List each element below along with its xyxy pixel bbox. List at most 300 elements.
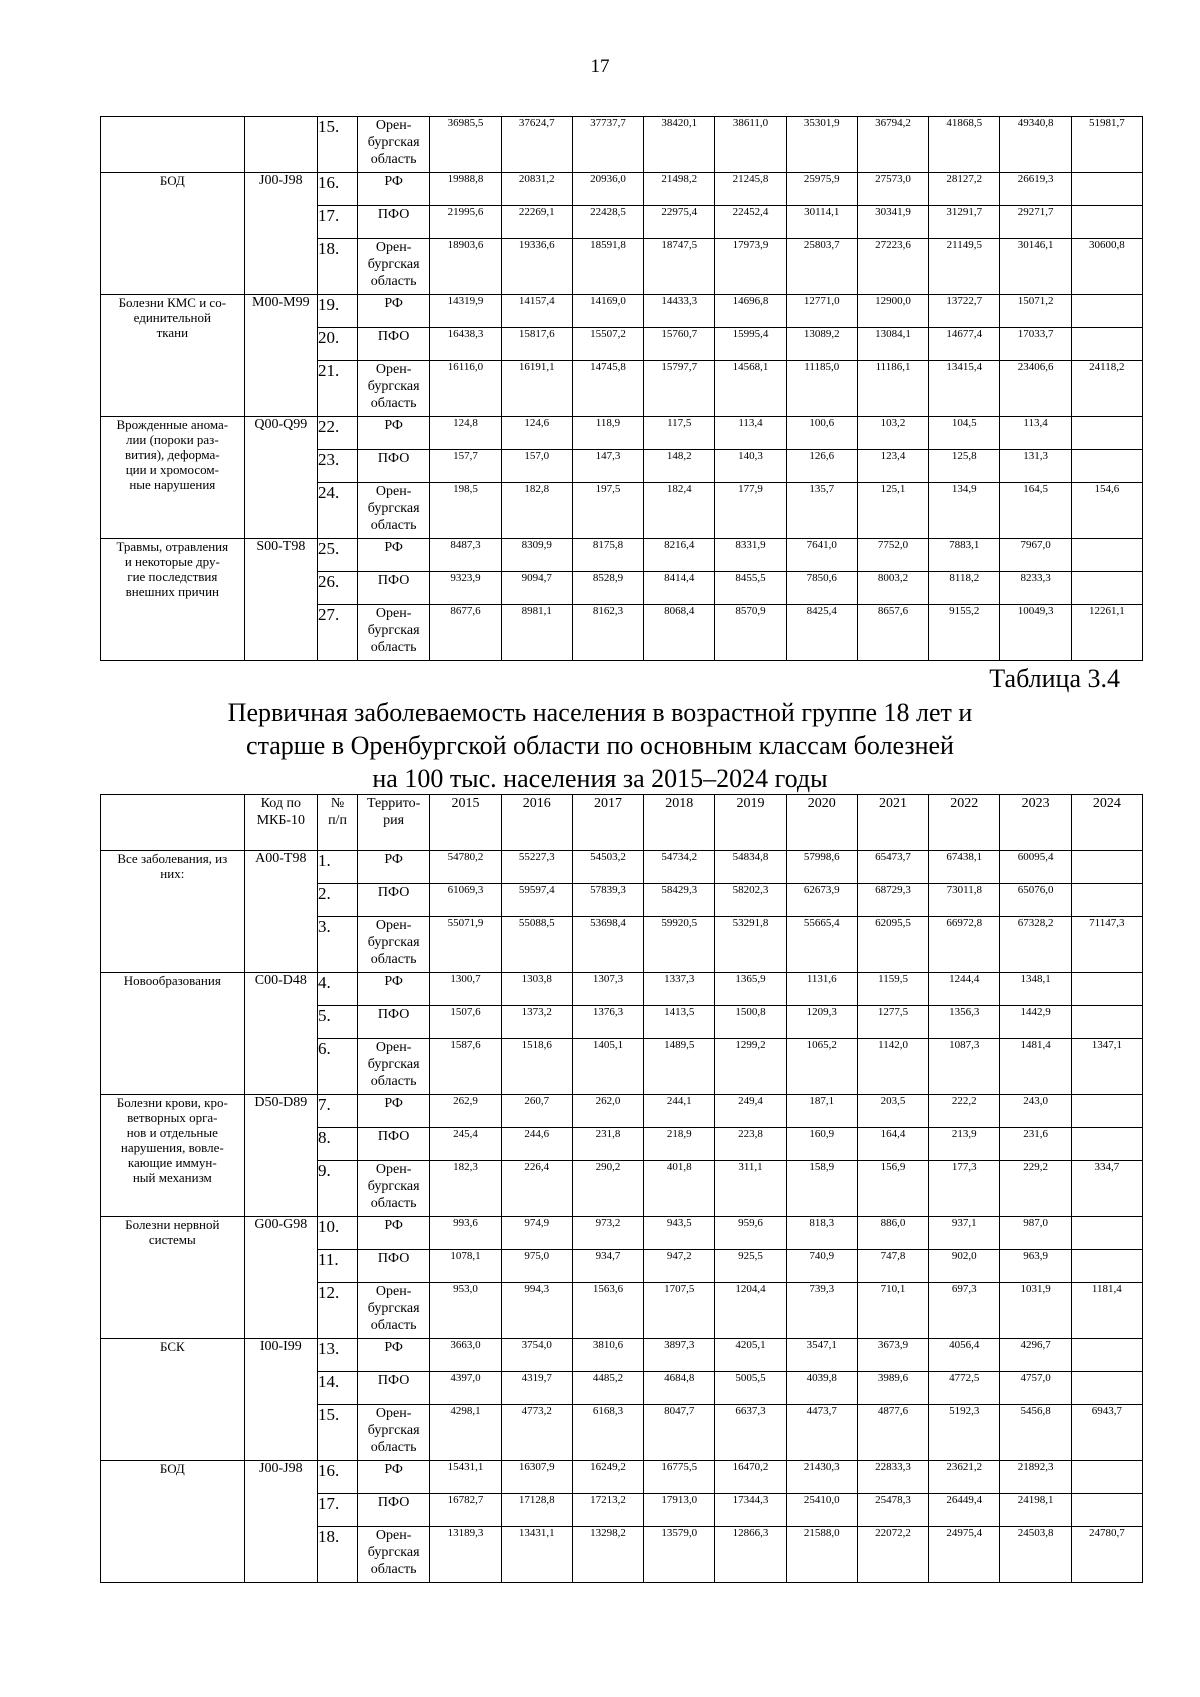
- value-cell: [1071, 1494, 1142, 1527]
- value-cell: 886,0: [857, 1217, 928, 1250]
- value-cell: 100,6: [786, 417, 857, 450]
- disease-cell: [101, 117, 245, 173]
- row-number-cell: 17.: [318, 206, 358, 239]
- value-cell: 16782,7: [430, 1494, 501, 1527]
- row-number-cell: 26.: [318, 572, 358, 605]
- table-row: [101, 173, 1143, 206]
- value-cell: 1518,6: [501, 1039, 572, 1095]
- header-year-cell: 2024: [1071, 795, 1142, 851]
- value-cell: [1071, 417, 1142, 450]
- value-cell: 243,0: [1000, 1095, 1071, 1128]
- value-cell: 23621,2: [929, 1461, 1000, 1494]
- value-cell: 311,1: [715, 1161, 786, 1217]
- row-number-cell: 12.: [318, 1283, 358, 1339]
- value-cell: [1071, 1217, 1142, 1250]
- value-cell: 66972,8: [929, 917, 1000, 973]
- disease-cell: БОД: [101, 1461, 245, 1583]
- value-cell: 1159,5: [857, 973, 928, 1006]
- value-cell: 13298,2: [572, 1527, 643, 1583]
- row-number-cell: 27.: [318, 605, 358, 661]
- value-cell: 68729,3: [857, 884, 928, 917]
- disease-cell: Травмы, отравления и некоторые дру- гие последствия внешних причин: [101, 539, 245, 661]
- value-cell: 124,6: [501, 417, 572, 450]
- value-cell: 29271,7: [1000, 206, 1071, 239]
- row-number-cell: 16.: [318, 173, 358, 206]
- value-cell: 4473,7: [786, 1405, 857, 1461]
- value-cell: 21430,3: [786, 1461, 857, 1494]
- value-cell: 22428,5: [572, 206, 643, 239]
- value-cell: 13189,3: [430, 1527, 501, 1583]
- table-row: [101, 417, 1143, 450]
- value-cell: 1142,0: [857, 1039, 928, 1095]
- value-cell: 3663,0: [430, 1339, 501, 1372]
- value-cell: 18903,6: [430, 239, 501, 295]
- table-row: [101, 1095, 1143, 1128]
- value-cell: 22833,3: [857, 1461, 928, 1494]
- value-cell: 1078,1: [430, 1250, 501, 1283]
- territory-cell: РФ: [357, 1217, 429, 1250]
- row-number-cell: 20.: [318, 328, 358, 361]
- territory-cell: ПФО: [357, 206, 429, 239]
- value-cell: 15071,2: [1000, 295, 1071, 328]
- value-cell: 1376,3: [572, 1006, 643, 1039]
- territory-cell: ПФО: [357, 450, 429, 483]
- value-cell: 244,1: [644, 1095, 715, 1128]
- value-cell: 4056,4: [929, 1339, 1000, 1372]
- value-cell: 177,3: [929, 1161, 1000, 1217]
- value-cell: 943,5: [644, 1217, 715, 1250]
- value-cell: 22072,2: [857, 1527, 928, 1583]
- header-year-cell: 2021: [857, 795, 928, 851]
- value-cell: [1071, 1339, 1142, 1372]
- row-number-cell: 21.: [318, 361, 358, 417]
- territory-cell: ПФО: [357, 884, 429, 917]
- value-cell: 123,4: [857, 450, 928, 483]
- value-cell: 53698,4: [572, 917, 643, 973]
- value-cell: 14433,3: [644, 295, 715, 328]
- table-row: [101, 1217, 1143, 1250]
- row-number-cell: 16.: [318, 1461, 358, 1494]
- value-cell: 3989,6: [857, 1372, 928, 1405]
- value-cell: 8570,9: [715, 605, 786, 661]
- value-cell: 54503,2: [572, 851, 643, 884]
- value-cell: 8175,8: [572, 539, 643, 572]
- value-cell: 27223,6: [857, 239, 928, 295]
- value-cell: 739,3: [786, 1283, 857, 1339]
- value-cell: 16249,2: [572, 1461, 643, 1494]
- value-cell: [1071, 851, 1142, 884]
- row-number-cell: 24.: [318, 483, 358, 539]
- value-cell: 24780,7: [1071, 1527, 1142, 1583]
- value-cell: 1300,7: [430, 973, 501, 1006]
- value-cell: 118,9: [572, 417, 643, 450]
- row-number-cell: 11.: [318, 1250, 358, 1283]
- territory-cell: РФ: [357, 851, 429, 884]
- header-code-cell: Код по МКБ-10: [244, 795, 317, 851]
- value-cell: 13431,1: [501, 1527, 572, 1583]
- value-cell: 8331,9: [715, 539, 786, 572]
- value-cell: 160,9: [786, 1128, 857, 1161]
- value-cell: 17033,7: [1000, 328, 1071, 361]
- value-cell: 125,8: [929, 450, 1000, 483]
- row-number-cell: 6.: [318, 1039, 358, 1095]
- value-cell: 26449,4: [929, 1494, 1000, 1527]
- value-cell: 1181,4: [1071, 1283, 1142, 1339]
- value-cell: 164,4: [857, 1128, 928, 1161]
- value-cell: [1071, 1095, 1142, 1128]
- value-cell: [1071, 1128, 1142, 1161]
- value-cell: 23406,6: [1000, 361, 1071, 417]
- value-cell: 11186,1: [857, 361, 928, 417]
- value-cell: 36794,2: [857, 117, 928, 173]
- table-row: [101, 973, 1143, 1006]
- value-cell: 73011,8: [929, 884, 1000, 917]
- value-cell: 14169,0: [572, 295, 643, 328]
- value-cell: 21588,0: [786, 1527, 857, 1583]
- value-cell: 244,6: [501, 1128, 572, 1161]
- value-cell: 1337,3: [644, 973, 715, 1006]
- value-cell: 934,7: [572, 1250, 643, 1283]
- value-cell: 15995,4: [715, 328, 786, 361]
- value-cell: 55071,9: [430, 917, 501, 973]
- disease-cell: Все заболевания, из них:: [101, 851, 245, 973]
- territory-cell: ПФО: [357, 1006, 429, 1039]
- value-cell: 7850,6: [786, 572, 857, 605]
- value-cell: 17344,3: [715, 1494, 786, 1527]
- row-number-cell: 4.: [318, 973, 358, 1006]
- value-cell: [1071, 572, 1142, 605]
- value-cell: 8657,6: [857, 605, 928, 661]
- value-cell: 818,3: [786, 1217, 857, 1250]
- value-cell: 24198,1: [1000, 1494, 1071, 1527]
- icd-code-cell: J00-J98: [244, 1461, 317, 1583]
- value-cell: 7967,0: [1000, 539, 1071, 572]
- value-cell: 59597,4: [501, 884, 572, 917]
- value-cell: 4877,6: [857, 1405, 928, 1461]
- value-cell: 7641,0: [786, 539, 857, 572]
- value-cell: 3810,6: [572, 1339, 643, 1372]
- row-number-cell: 18.: [318, 1527, 358, 1583]
- value-cell: 1365,9: [715, 973, 786, 1006]
- value-cell: 1500,8: [715, 1006, 786, 1039]
- header-year-cell: 2019: [715, 795, 786, 851]
- territory-cell: ПФО: [357, 572, 429, 605]
- value-cell: 1303,8: [501, 973, 572, 1006]
- header-year-cell: 2016: [501, 795, 572, 851]
- value-cell: 4039,8: [786, 1372, 857, 1405]
- value-cell: 31291,7: [929, 206, 1000, 239]
- value-cell: 334,7: [1071, 1161, 1142, 1217]
- row-number-cell: 10.: [318, 1217, 358, 1250]
- incidence-table-continued: [100, 116, 1143, 661]
- value-cell: 17973,9: [715, 239, 786, 295]
- value-cell: 49340,8: [1000, 117, 1071, 173]
- value-cell: 974,9: [501, 1217, 572, 1250]
- value-cell: 53291,8: [715, 917, 786, 973]
- value-cell: 147,3: [572, 450, 643, 483]
- value-cell: 26619,3: [1000, 173, 1071, 206]
- value-cell: 8216,4: [644, 539, 715, 572]
- territory-cell: Орен- бургская область: [357, 1039, 429, 1095]
- value-cell: 1587,6: [430, 1039, 501, 1095]
- value-cell: 57839,3: [572, 884, 643, 917]
- territory-cell: ПФО: [357, 1494, 429, 1527]
- value-cell: 51981,7: [1071, 117, 1142, 173]
- value-cell: 6168,3: [572, 1405, 643, 1461]
- value-cell: 177,9: [715, 483, 786, 539]
- value-cell: 1413,5: [644, 1006, 715, 1039]
- value-cell: 187,1: [786, 1095, 857, 1128]
- value-cell: 1563,6: [572, 1283, 643, 1339]
- value-cell: 21995,6: [430, 206, 501, 239]
- header-disease-cell: [101, 795, 245, 851]
- value-cell: 963,9: [1000, 1250, 1071, 1283]
- value-cell: 17913,0: [644, 1494, 715, 1527]
- value-cell: 55227,3: [501, 851, 572, 884]
- value-cell: 1489,5: [644, 1039, 715, 1095]
- value-cell: 1442,9: [1000, 1006, 1071, 1039]
- row-number-cell: 14.: [318, 1372, 358, 1405]
- value-cell: 19336,6: [501, 239, 572, 295]
- value-cell: 12900,0: [857, 295, 928, 328]
- row-number-cell: 17.: [318, 1494, 358, 1527]
- value-cell: 8425,4: [786, 605, 857, 661]
- value-cell: 1277,5: [857, 1006, 928, 1039]
- row-number-cell: 19.: [318, 295, 358, 328]
- disease-cell: Врожденные анома- лии (пороки раз- вития), деформа- ции и хромосом- ные нарушения: [101, 417, 245, 539]
- row-number-cell: 25.: [318, 539, 358, 572]
- value-cell: 8981,1: [501, 605, 572, 661]
- disease-cell: Болезни нервной системы: [101, 1217, 245, 1339]
- value-cell: 994,3: [501, 1283, 572, 1339]
- value-cell: 24118,2: [1071, 361, 1142, 417]
- value-cell: 975,0: [501, 1250, 572, 1283]
- value-cell: 8003,2: [857, 572, 928, 605]
- table-row: [101, 295, 1143, 328]
- value-cell: 134,9: [929, 483, 1000, 539]
- territory-cell: РФ: [357, 1339, 429, 1372]
- value-cell: 4397,0: [430, 1372, 501, 1405]
- value-cell: 13415,4: [929, 361, 1000, 417]
- value-cell: 8528,9: [572, 572, 643, 605]
- value-cell: 54834,8: [715, 851, 786, 884]
- value-cell: 14319,9: [430, 295, 501, 328]
- value-cell: 38611,0: [715, 117, 786, 173]
- value-cell: [1071, 1250, 1142, 1283]
- value-cell: 947,2: [644, 1250, 715, 1283]
- value-cell: 67328,2: [1000, 917, 1071, 973]
- value-cell: 71147,3: [1071, 917, 1142, 973]
- value-cell: 1065,2: [786, 1039, 857, 1095]
- value-cell: 16191,1: [501, 361, 572, 417]
- value-cell: 22269,1: [501, 206, 572, 239]
- value-cell: [1071, 295, 1142, 328]
- value-cell: 401,8: [644, 1161, 715, 1217]
- value-cell: [1071, 539, 1142, 572]
- value-cell: 8233,3: [1000, 572, 1071, 605]
- value-cell: 55665,4: [786, 917, 857, 973]
- territory-cell: Орен- бургская область: [357, 483, 429, 539]
- value-cell: 62095,5: [857, 917, 928, 973]
- table-row: [101, 117, 1143, 173]
- value-cell: 25803,7: [786, 239, 857, 295]
- value-cell: 157,0: [501, 450, 572, 483]
- row-number-cell: 23.: [318, 450, 358, 483]
- value-cell: 104,5: [929, 417, 1000, 450]
- value-cell: 57998,6: [786, 851, 857, 884]
- value-cell: 17128,8: [501, 1494, 572, 1527]
- value-cell: 8414,4: [644, 572, 715, 605]
- value-cell: 21245,8: [715, 173, 786, 206]
- value-cell: 16470,2: [715, 1461, 786, 1494]
- table-row: [101, 1339, 1143, 1372]
- value-cell: 231,8: [572, 1128, 643, 1161]
- value-cell: 1087,3: [929, 1039, 1000, 1095]
- value-cell: 14696,8: [715, 295, 786, 328]
- table-row: [101, 539, 1143, 572]
- value-cell: 113,4: [715, 417, 786, 450]
- value-cell: 12261,1: [1071, 605, 1142, 661]
- value-cell: 229,2: [1000, 1161, 1071, 1217]
- value-cell: 37624,7: [501, 117, 572, 173]
- value-cell: 925,5: [715, 1250, 786, 1283]
- header-year-cell: 2020: [786, 795, 857, 851]
- value-cell: 3673,9: [857, 1339, 928, 1372]
- value-cell: 262,9: [430, 1095, 501, 1128]
- value-cell: [1071, 973, 1142, 1006]
- value-cell: 1707,5: [644, 1283, 715, 1339]
- value-cell: 1204,4: [715, 1283, 786, 1339]
- value-cell: 222,2: [929, 1095, 1000, 1128]
- header-number-cell: № п/п: [318, 795, 358, 851]
- value-cell: 164,5: [1000, 483, 1071, 539]
- value-cell: 290,2: [572, 1161, 643, 1217]
- value-cell: 135,7: [786, 483, 857, 539]
- value-cell: 710,1: [857, 1283, 928, 1339]
- value-cell: 6943,7: [1071, 1405, 1142, 1461]
- value-cell: 65473,7: [857, 851, 928, 884]
- value-cell: 158,9: [786, 1161, 857, 1217]
- value-cell: 198,5: [430, 483, 501, 539]
- value-cell: 1481,4: [1000, 1039, 1071, 1095]
- value-cell: 9155,2: [929, 605, 1000, 661]
- value-cell: 6637,3: [715, 1405, 786, 1461]
- header-year-cell: 2023: [1000, 795, 1071, 851]
- value-cell: 1244,4: [929, 973, 1000, 1006]
- table-title: [0, 696, 1200, 795]
- page-number: 17: [590, 56, 610, 77]
- value-cell: 117,5: [644, 417, 715, 450]
- territory-cell: РФ: [357, 417, 429, 450]
- header-year-cell: 2018: [644, 795, 715, 851]
- territory-cell: РФ: [357, 173, 429, 206]
- value-cell: 35301,9: [786, 117, 857, 173]
- territory-cell: РФ: [357, 539, 429, 572]
- row-number-cell: 15.: [318, 1405, 358, 1461]
- table-title-line: старше в Оренбургской области по основным классам болезней: [246, 731, 954, 760]
- value-cell: 30146,1: [1000, 239, 1071, 295]
- value-cell: 15797,7: [644, 361, 715, 417]
- row-number-cell: 13.: [318, 1339, 358, 1372]
- value-cell: 8487,3: [430, 539, 501, 572]
- value-cell: 30114,1: [786, 206, 857, 239]
- value-cell: 4319,7: [501, 1372, 572, 1405]
- value-cell: 25478,3: [857, 1494, 928, 1527]
- value-cell: 131,3: [1000, 450, 1071, 483]
- value-cell: 4298,1: [430, 1405, 501, 1461]
- row-number-cell: 18.: [318, 239, 358, 295]
- territory-cell: Орен- бургская область: [357, 1405, 429, 1461]
- disease-cell: Новообразования: [101, 973, 245, 1095]
- value-cell: 16307,9: [501, 1461, 572, 1494]
- icd-code-cell: G00-G98: [244, 1217, 317, 1339]
- header-row: [101, 795, 1143, 851]
- value-cell: 7883,1: [929, 539, 1000, 572]
- value-cell: 103,2: [857, 417, 928, 450]
- value-cell: 18591,8: [572, 239, 643, 295]
- value-cell: 993,6: [430, 1217, 501, 1250]
- header-year-cell: 2015: [430, 795, 501, 851]
- value-cell: 5005,5: [715, 1372, 786, 1405]
- value-cell: 260,7: [501, 1095, 572, 1128]
- icd-code-cell: Q00-Q99: [244, 417, 317, 539]
- value-cell: 182,3: [430, 1161, 501, 1217]
- territory-cell: Орен- бургская область: [357, 239, 429, 295]
- value-cell: [1071, 328, 1142, 361]
- value-cell: [1071, 1461, 1142, 1494]
- icd-code-cell: A00-T98: [244, 851, 317, 973]
- value-cell: 38420,1: [644, 117, 715, 173]
- value-cell: 8118,2: [929, 572, 1000, 605]
- value-cell: 697,3: [929, 1283, 1000, 1339]
- disease-cell: Болезни КМС и со- единительной ткани: [101, 295, 245, 417]
- value-cell: 1031,9: [1000, 1283, 1071, 1339]
- value-cell: 25410,0: [786, 1494, 857, 1527]
- value-cell: 973,2: [572, 1217, 643, 1250]
- territory-cell: ПФО: [357, 1372, 429, 1405]
- value-cell: 41868,5: [929, 117, 1000, 173]
- value-cell: 182,4: [644, 483, 715, 539]
- value-cell: 15760,7: [644, 328, 715, 361]
- value-cell: 54734,2: [644, 851, 715, 884]
- territory-cell: РФ: [357, 1461, 429, 1494]
- value-cell: 937,1: [929, 1217, 1000, 1250]
- value-cell: 156,9: [857, 1161, 928, 1217]
- icd-code-cell: [244, 117, 317, 173]
- value-cell: 13579,0: [644, 1527, 715, 1583]
- value-cell: 7752,0: [857, 539, 928, 572]
- header-year-cell: 2017: [572, 795, 643, 851]
- value-cell: 902,0: [929, 1250, 1000, 1283]
- value-cell: 30341,9: [857, 206, 928, 239]
- territory-cell: Орен- бургская область: [357, 117, 429, 173]
- table-label: Таблица 3.4: [989, 664, 1120, 693]
- value-cell: 21892,3: [1000, 1461, 1071, 1494]
- value-cell: 747,8: [857, 1250, 928, 1283]
- territory-cell: Орен- бургская область: [357, 1527, 429, 1583]
- table-row: [101, 1461, 1143, 1494]
- value-cell: [1071, 206, 1142, 239]
- value-cell: 1373,2: [501, 1006, 572, 1039]
- value-cell: 3547,1: [786, 1339, 857, 1372]
- value-cell: 1307,3: [572, 973, 643, 1006]
- value-cell: 125,1: [857, 483, 928, 539]
- value-cell: 21498,2: [644, 173, 715, 206]
- value-cell: 223,8: [715, 1128, 786, 1161]
- value-cell: 1507,6: [430, 1006, 501, 1039]
- value-cell: 8309,9: [501, 539, 572, 572]
- value-cell: 3897,3: [644, 1339, 715, 1372]
